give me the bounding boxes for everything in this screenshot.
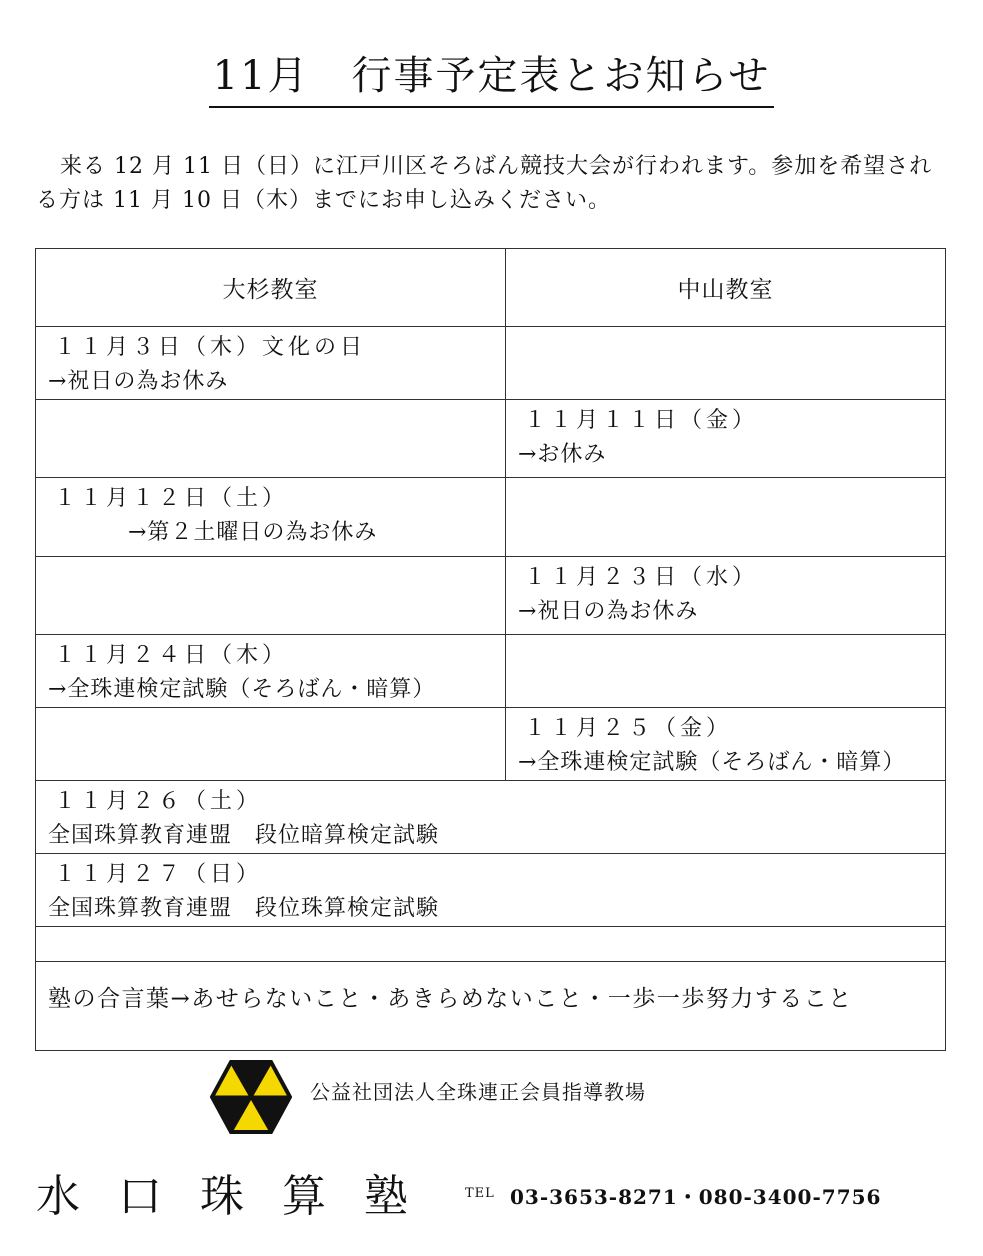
event-date: １１月２４日（木） — [54, 643, 289, 668]
event-date: １１月１２日（土） — [54, 486, 289, 511]
event-date: １１月２６（土） — [54, 789, 263, 814]
schedule-cell — [36, 635, 506, 708]
schedule-table — [35, 248, 946, 1051]
table-row — [36, 708, 946, 781]
event-date: １１月２７（日） — [54, 862, 263, 887]
table-row — [36, 854, 946, 927]
event-date: １１月２５（金） — [524, 716, 733, 741]
empty-cell — [506, 478, 946, 557]
empty-cell — [36, 927, 946, 962]
table-row — [36, 635, 946, 708]
tel-label: TEL — [465, 1186, 495, 1201]
table-row — [36, 478, 946, 557]
schedule-cell — [506, 400, 946, 478]
event-note: →全珠連検定試験（そろばん・暗算） — [48, 677, 436, 702]
table-row — [36, 962, 946, 1051]
column-header-nakayama: 中山教室 — [506, 249, 946, 327]
event-date: １１月３日（木）文化の日 — [54, 335, 367, 360]
empty-cell — [506, 635, 946, 708]
event-note: →祝日の為お休み — [518, 599, 699, 624]
event-note: →祝日の為お休み — [48, 369, 229, 394]
page-title — [0, 52, 983, 108]
schedule-cell — [36, 478, 506, 557]
event-note: →お休み — [518, 442, 607, 467]
empty-cell — [36, 708, 506, 781]
association-logo-icon — [210, 1060, 292, 1138]
motto-text: 塾の合言葉→あせらないこと・あきらめないこと・一歩一歩努力すること — [48, 986, 853, 1012]
column-header-osugi: 大杉教室 — [36, 249, 506, 327]
table-row — [36, 927, 946, 962]
schedule-cell — [506, 708, 946, 781]
empty-cell — [506, 327, 946, 400]
school-name: 水口珠算塾 — [36, 1171, 446, 1222]
schedule-cell — [36, 327, 506, 400]
event-note: →全珠連検定試験（そろばん・暗算） — [518, 750, 906, 775]
empty-cell — [36, 400, 506, 478]
table-row — [36, 400, 946, 478]
event-note: 全国珠算教育連盟 段位暗算検定試験 — [48, 823, 440, 848]
schedule-cell — [36, 854, 946, 927]
event-note: 全国珠算教育連盟 段位珠算検定試験 — [48, 896, 440, 921]
empty-cell — [36, 557, 506, 635]
table-header-row — [36, 249, 946, 327]
schedule-cell — [506, 557, 946, 635]
event-date: １１月１１日（金） — [524, 408, 759, 433]
phone-numbers[interactable]: 03-3653-8271・080-3400-7756 — [510, 1185, 882, 1209]
association-name: 公益社団法人全珠連正会員指導教場 — [310, 1080, 646, 1104]
motto-cell — [36, 962, 946, 1051]
title-text: 11月 行事予定表とお知らせ — [209, 52, 775, 108]
table-row — [36, 557, 946, 635]
table-row — [36, 781, 946, 854]
event-note: →第２土曜日の為お休み — [128, 520, 378, 545]
event-date: １１月２３日（水） — [524, 565, 759, 590]
table-row — [36, 327, 946, 400]
schedule-cell — [36, 781, 946, 854]
intro-paragraph: 来る 12 月 11 日（日）に江戸川区そろばん競技大会が行われます。参加を希望される方は 11 月 10 日（木）までにお申し込みください。 — [36, 154, 933, 213]
